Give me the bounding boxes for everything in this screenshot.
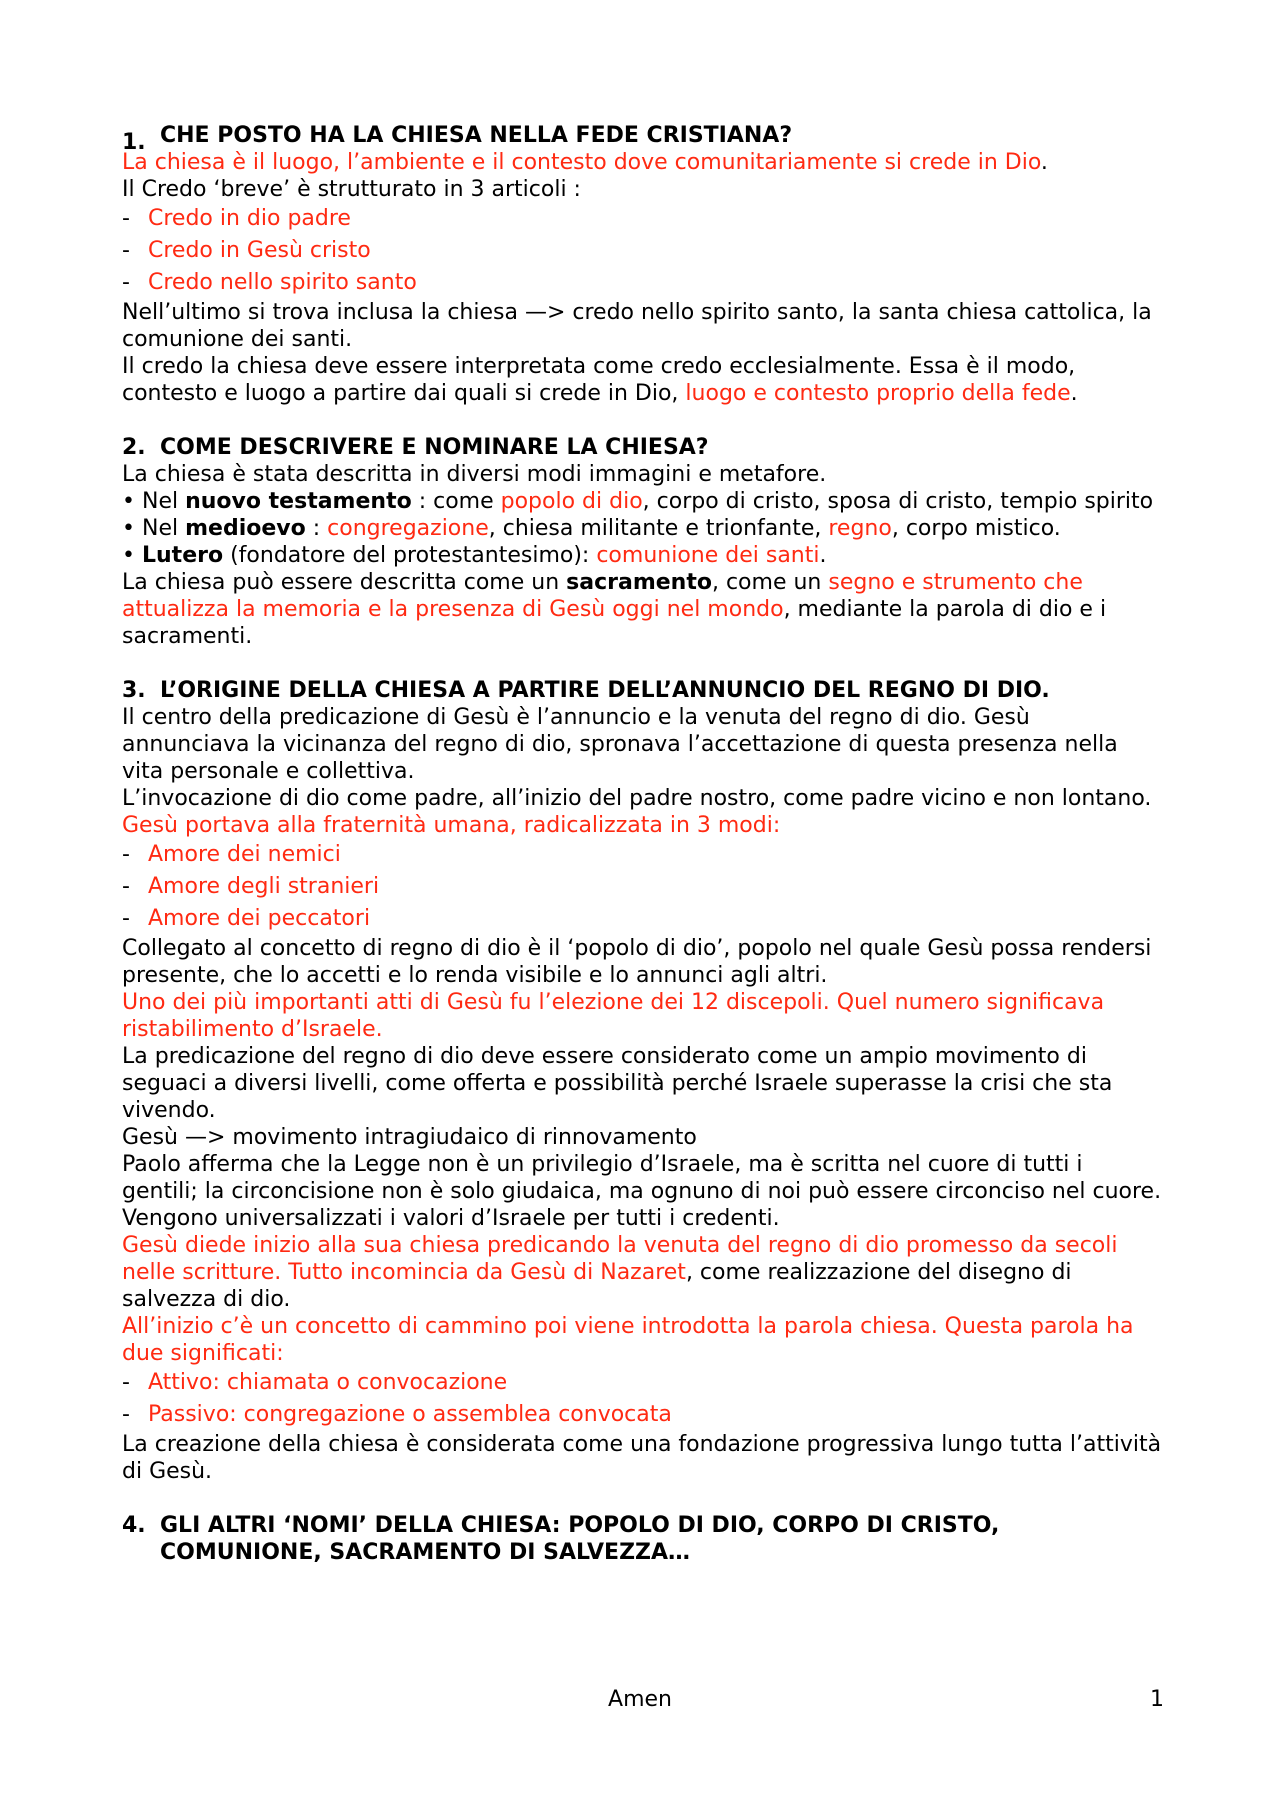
- list-item-text: Credo nello spirito santo: [148, 270, 417, 295]
- section-3-number: 3.: [122, 678, 146, 703]
- list-item: [122, 903, 1162, 935]
- bold-text: sacramento: [566, 570, 712, 595]
- text: Il credo la chiesa deve essere interpretata come credo ecclesialmente. Essa è il modo, contesto e luogo a partire dai quali si crede in Dio,: [122, 354, 1076, 406]
- paragraph: L’invocazione di dio come padre, all’inizio del padre nostro, come padre vicino e non lontano.: [122, 786, 1152, 811]
- list-item: [122, 235, 1162, 267]
- highlight-text: luogo e contesto proprio della fede: [685, 381, 1071, 406]
- list-item: [122, 1399, 1162, 1431]
- section-2: [122, 434, 1162, 650]
- dash-marker: -: [122, 238, 130, 263]
- section-3: [122, 677, 1162, 1485]
- section-1-title: CHE POSTO HA LA CHIESA NELLA FEDE CRISTIANA?: [160, 123, 793, 148]
- text: , come realizzazione del disegno di salvezza di dio.: [122, 1260, 1072, 1312]
- text: (fondatore del protestantesimo):: [223, 543, 597, 568]
- paragraph: [122, 1232, 1162, 1313]
- paragraph: [122, 353, 1162, 407]
- highlight-text: Gesù diede inizio alla sua chiesa predicando la venuta del regno di dio promesso da secoli nelle scritture. Tutto incomincia da Gesù di Nazaret: [122, 1233, 1118, 1285]
- text: : come: [411, 489, 501, 514]
- paragraph: La creazione della chiesa è considerata come una fondazione progressiva lungo tutta l’attività di Gesù.: [122, 1432, 1162, 1484]
- dash-marker: -: [122, 906, 130, 931]
- section-1-number: 1.: [122, 130, 146, 155]
- bullet-item: [122, 488, 1162, 515]
- list-item: [122, 871, 1162, 903]
- list-item: [122, 203, 1162, 235]
- section-2-heading: [122, 434, 1162, 461]
- list-item-text: Credo in Gesù cristo: [148, 238, 371, 263]
- text: , chiesa militante e trionfante,: [488, 516, 829, 541]
- paragraph: [122, 569, 1162, 650]
- section-2-number: 2.: [122, 435, 146, 460]
- dash-marker: -: [122, 206, 130, 231]
- highlight-paragraph: Uno dei più importanti atti di Gesù fu l’elezione dei 12 discepoli. Quel numero significava ristabilimento d’Israele.: [122, 990, 1105, 1042]
- bold-text: nuovo testamento: [185, 489, 412, 514]
- list-item: [122, 1367, 1162, 1399]
- highlight-text: regno: [828, 516, 892, 541]
- paragraph: [122, 149, 1162, 176]
- list-item: [122, 267, 1162, 299]
- text: , corpo mistico.: [891, 516, 1061, 541]
- list-item-text: Credo in dio padre: [148, 206, 351, 231]
- section-4-title: GLI ALTRI ‘NOMI’ DELLA CHIESA: POPOLO DI DIO, CORPO DI CRISTO, COMUNIONE, SACRAMENTO DI SALVEZZA…: [160, 1513, 1000, 1565]
- text: :: [305, 516, 328, 541]
- text: Nel: [142, 489, 186, 514]
- bullet-marker: •: [122, 516, 135, 541]
- bold-text: Lutero: [142, 543, 224, 568]
- section-4: [122, 1512, 1162, 1566]
- bullet-text: [142, 488, 1153, 515]
- spacer: [122, 650, 1162, 677]
- dash-marker: -: [122, 1370, 130, 1395]
- list-item-text: Attivo: chiamata o convocazione: [148, 1370, 508, 1395]
- section-2-title: COME DESCRIVERE E NOMINARE LA CHIESA?: [160, 435, 709, 460]
- list-item-text: Passivo: congregazione o assemblea convocata: [148, 1402, 672, 1427]
- section-1-heading: [122, 122, 1162, 155]
- bullet-item: [122, 542, 1162, 569]
- page-number: 1: [1150, 1687, 1164, 1712]
- text: La chiesa può essere descritta come un: [122, 570, 567, 595]
- dash-marker: -: [122, 842, 130, 867]
- paragraph: La predicazione del regno di dio deve essere considerato come un ampio movimento di seguaci a diversi livelli, come offerta e possibilità perché Israele superasse la crisi che sta vivendo.: [122, 1044, 1113, 1123]
- page-footer: [0, 1686, 1280, 1714]
- bullet-text: [142, 515, 1061, 542]
- highlight-text: popolo di dio: [500, 489, 643, 514]
- paragraph: Gesù —> movimento intragiudaico di rinnovamento: [122, 1125, 697, 1150]
- paragraph: Nell’ultimo si trova inclusa la chiesa —> credo nello spirito santo, la santa chiesa cattolica, la comunione dei santi.: [122, 300, 1152, 352]
- section-3-title: L’ORIGINE DELLA CHIESA A PARTIRE DELL’ANNUNCIO DEL REGNO DI DIO.: [160, 678, 1050, 703]
- list-item-text: Amore dei nemici: [148, 842, 341, 867]
- dash-marker: -: [122, 270, 130, 295]
- document-page: [122, 122, 1162, 1566]
- section-3-heading: [122, 677, 1162, 704]
- highlight-paragraph: All’inizio c’è un concetto di cammino poi viene introdotta la parola chiesa. Questa parola ha due significati:: [122, 1314, 1134, 1366]
- highlight-text: segno e strumento che attualizza la memoria e la presenza di Gesù oggi nel mondo: [122, 570, 1083, 622]
- bullet-text: [142, 542, 826, 569]
- footer-center-text: Amen: [608, 1687, 672, 1712]
- paragraph: La chiesa è stata descritta in diversi modi immagini e metafore.: [122, 462, 827, 487]
- highlight-text: congregazione: [327, 516, 489, 541]
- bullet-item: [122, 515, 1162, 542]
- text: .: [819, 543, 827, 568]
- paragraph: Il Credo ‘breve’ è strutturato in 3 articoli :: [122, 177, 581, 202]
- section-4-number: 4.: [122, 1513, 146, 1538]
- paragraph: Paolo afferma che la Legge non è un privilegio d’Israele, ma è scritta nel cuore di tutti i gentili; la circoncisione non è solo giudaica, ma ognuno di noi può essere circonciso nel cuore.: [122, 1152, 1162, 1204]
- text: Nel: [142, 516, 186, 541]
- bold-text: medioevo: [185, 516, 306, 541]
- text: .: [1040, 150, 1048, 175]
- bullet-marker: •: [122, 489, 135, 514]
- text: , mediante la parola di dio e i sacramenti.: [122, 597, 1107, 649]
- bullet-marker: •: [122, 543, 135, 568]
- paragraph: Vengono universalizzati i valori d’Israele per tutti i credenti.: [122, 1206, 780, 1231]
- highlight-text: comunione dei santi: [596, 543, 820, 568]
- text: , come un: [711, 570, 829, 595]
- spacer: [122, 407, 1162, 434]
- list-item-text: Amore degli stranieri: [148, 874, 380, 899]
- paragraph: Collegato al concetto di regno di dio è il ‘popolo di dio’, popolo nel quale Gesù possa rendersi presente, che lo accetti e lo renda visibile e lo annunci agli altri.: [122, 936, 1152, 988]
- spacer: [122, 1485, 1162, 1512]
- section-1: [122, 122, 1162, 407]
- highlight-paragraph: Gesù portava alla fraternità umana, radicalizzata in 3 modi:: [122, 813, 781, 838]
- text: , corpo di cristo, sposa di cristo, tempio spirito: [642, 489, 1154, 514]
- section-4-heading: [122, 1512, 1162, 1566]
- list-item-text: Amore dei peccatori: [148, 906, 371, 931]
- text: .: [1070, 381, 1078, 406]
- paragraph: Il centro della predicazione di Gesù è l’annuncio e la venuta del regno di dio. Gesù annunciava la vicinanza del regno di dio, spronava l’accettazione di questa presenza nella vita personale e collettiva.: [122, 705, 1118, 784]
- dash-marker: -: [122, 874, 130, 899]
- list-item: [122, 839, 1162, 871]
- dash-marker: -: [122, 1402, 130, 1427]
- highlight-text: La chiesa è il luogo, l’ambiente e il contesto dove comunitariamente si crede in Dio: [122, 150, 1041, 175]
